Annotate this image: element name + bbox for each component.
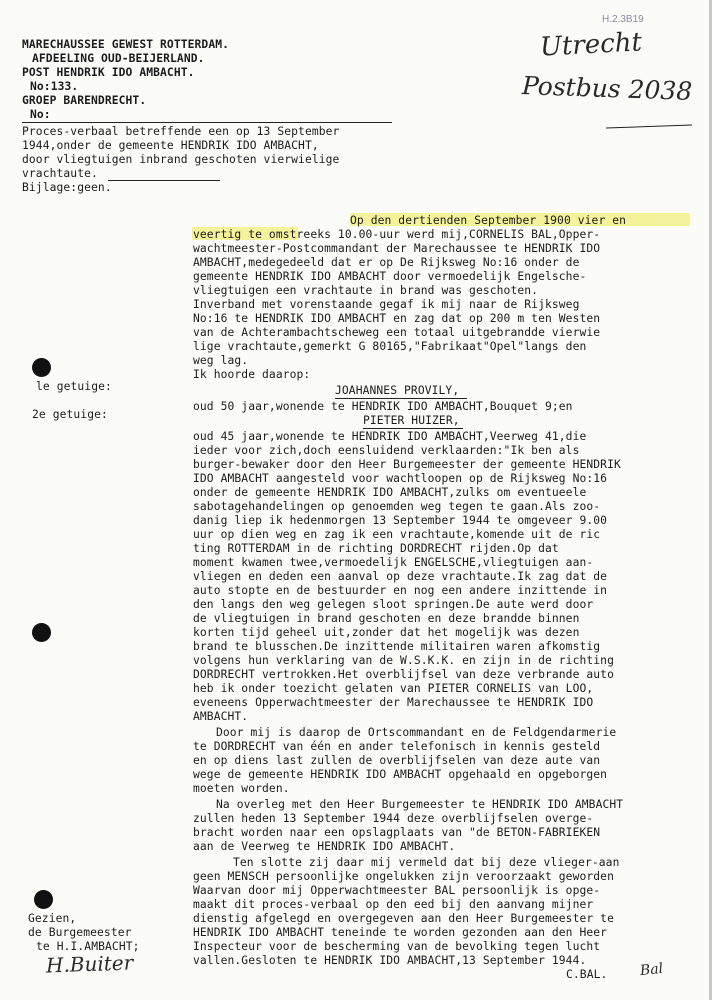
body-line: zullen heden 13 September 1944 deze overblijfselen overge-: [193, 812, 594, 825]
header-line-1: MARECHAUSSEE GEWEST ROTTERDAM.: [22, 38, 230, 51]
header-rule: [22, 122, 392, 123]
header-line-3: POST HENDRIK IDO AMBACHT.: [22, 66, 195, 79]
body-line: IDO AMBACHT aangesteld voor wachtloopen op de Rijksweg No:16: [193, 472, 608, 485]
body-line: moment kwamen twee,vermoedelijk ENGELSCHE,vliegtuigen aan-: [193, 556, 594, 569]
body-line: wachtmeester-Postcommandant der Marechaussee te HENDRIK IDO: [193, 242, 601, 255]
body-line: ieder voor zich,doch eensluidend verklaarden:"Ik ben als: [193, 444, 580, 457]
subject-line: door vliegtuigen inbrand geschoten vierwielige: [22, 153, 340, 166]
body-line: AMBACHT.: [193, 710, 249, 723]
body-line: auto stopte en de bestuurder en nog een andere inzittende in: [193, 584, 608, 597]
header-line-4: No:133.: [30, 80, 79, 93]
body-line: brand te blusschen.De inzittende militairen waren afkomstig: [193, 640, 601, 653]
body-line: vallen.Gesloten te HENDRIK IDO AMBACHT,13 September 1944.: [193, 954, 587, 967]
body-line: korten tijd geheel uit,zonder dat het mogelijk was dezen: [193, 626, 580, 639]
handwritten-underline: [606, 124, 692, 128]
punch-hole: [32, 623, 51, 642]
subject-line: 1944,onder de gemeente HENDRIK IDO AMBACHT,: [22, 139, 319, 152]
body-line: volgens hun verklaring van de W.S.K.K. en zijn in de richting: [193, 654, 614, 667]
body-line: Inverband met vorenstaande gegaf ik mij naar de Rijksweg: [193, 298, 580, 311]
body-line: gemeente HENDRIK IDO AMBACHT door vermoedelijk Engelsche-: [193, 270, 587, 283]
punch-hole: [32, 358, 51, 377]
body-line: sabotagehandelingen op genoemden weg tegen te gaan.Als zoo-: [193, 500, 601, 513]
body-line: veertig te omstreeks 10.00-uur werd mij,CORNELIS BAL,Opper-: [193, 228, 601, 241]
body-line: te DORDRECHT van één en ander telefonisch in kennis gesteld: [193, 740, 601, 753]
body-line: maakt dit proces-verbaal op den eed bij den aanvang mijner: [193, 898, 594, 911]
body-line: burger-bewaker door den Heer Burgemeester der gemeente HENDRIK: [193, 458, 621, 471]
seen-label: Gezien,: [28, 912, 77, 925]
body-line: Ik hoorde daarop:: [193, 368, 311, 381]
witness-1-label: le getuige:: [36, 380, 112, 393]
body-line: de vliegtuigen in brand geschoten en deze brandde binnen: [193, 612, 580, 625]
body-line: en op diens last zullen de overblijfselen van deze aute van: [193, 754, 601, 767]
witness-2-name: PIETER HUIZER,: [363, 414, 460, 427]
body-line: Ten slotte zij daar mij vermeld dat bij deze vlieger-aan: [233, 856, 620, 869]
officer-signature: Bal: [639, 960, 664, 980]
mayor-place-label: te H.I.AMBACHT;: [36, 940, 140, 953]
archive-stamp: H.2.3B19: [602, 14, 644, 25]
body-line: wege de gemeente HENDRIK IDO AMBACHT opgehaald en opgeborgen: [193, 768, 608, 781]
subject-line: Proces-verbaal betreffende een op 13 September: [22, 125, 340, 138]
body-line: dienstig afgelegd en overgegeven aan den Heer Burgemeester te: [193, 912, 614, 925]
punch-hole: [34, 890, 53, 909]
body-line: bracht worden naar een opslagplaats van "de BETON-FABRIEKEN: [193, 826, 601, 839]
body-line: danig liep ik hedenmorgen 13 September 1944 te omgeveer 9.00: [193, 514, 608, 527]
header-line-6: No:: [30, 108, 51, 121]
header-line-5: GROEP BARENDRECHT.: [22, 94, 147, 107]
body-line: weg lag.: [193, 354, 249, 367]
mayor-signature: H.Buiter: [45, 950, 134, 978]
body-line: geen MENSCH persoonlijke ongelukken zijn veroorzaakt geworden: [193, 870, 614, 883]
body-line: No:16 te HENDRIK IDO AMBACHT en zag dat op 200 m ten Westen: [193, 312, 601, 325]
body-line: ting ROTTERDAM in de richting DORDRECHT rijden.Op dat: [193, 542, 559, 555]
header-line-2: AFDEELING OUD-BEIJERLAND.: [32, 52, 205, 65]
body-line: moeten worden.: [193, 782, 290, 795]
body-line: oud 50 jaar,wonende te HENDRIK IDO AMBACHT,Bouquet 9;en: [193, 400, 573, 413]
handwritten-postbox: Postbus 2038: [521, 71, 693, 106]
body-line: den langs den weg gelegen sloot springen.De aute werd door: [193, 598, 594, 611]
attachment-line: Bijlage:geen.: [22, 181, 112, 194]
body-line: uur op dien weg en zag ik een vrachtaute,komende uit de ric: [193, 528, 601, 541]
body-line: lige vrachtaute,gemerkt G 80165,"Fabrikaat"Opel"langs den: [193, 340, 587, 353]
body-line: AMBACHT,medegedeeld dat er op De Rijksweg No:16 onder de: [193, 256, 580, 269]
body-line: onder de gemeente HENDRIK IDO AMBACHT,zulks om eventueele: [193, 486, 587, 499]
body-line: van de Achterambachtscheweg een totaal uitgebrandde vierwie: [193, 326, 601, 339]
subject-line: vrachtaute.: [22, 167, 98, 180]
mayor-label: de Burgemeester: [28, 926, 132, 939]
witness-1-name: JOAHANNES PROVILY,: [335, 384, 460, 397]
subject-rule: [108, 180, 220, 181]
body-line: HENDRIK IDO AMBACHT teneinde te worden gezonden aan den Heer: [193, 926, 608, 939]
body-line: DORDRECHT vertrokken.Het overblijfsel van deze verbrande auto: [193, 668, 614, 681]
body-line: vliegtuigen een vrachtaute in brand was geschoten.: [193, 284, 539, 297]
handwritten-place: Utrecht: [539, 27, 643, 63]
body-line: vliegen en deden een aanval op deze vrachtaute.Ik zag dat de: [193, 570, 608, 583]
body-line: eveneens Opperwachtmeester der Marechaussee te HENDRIK IDO: [193, 696, 594, 709]
body-line: Na overleg met den Heer Burgemeester te HENDRIK IDO AMBACHT: [216, 798, 624, 811]
body-line: Inspecteur voor de bescherming van de bevolking tegen lucht: [193, 940, 601, 953]
body-line: oud 45 jaar,wonende te HENDRIK IDO AMBACHT,Veerweg 41,die: [193, 430, 587, 443]
body-line: heb ik onder toezicht gelaten van PIETER CORNELIS van LOO,: [193, 682, 594, 695]
body-line: Op den dertienden September 1900 vier en: [350, 214, 627, 227]
body-line: Door mij is daarop de Ortscommandant en de Feldgendarmerie: [216, 726, 617, 739]
witness-2-label: 2e getuige:: [32, 408, 108, 421]
body-line: aan de Veerweg te HENDRIK IDO AMBACHT.: [193, 840, 456, 853]
typed-signature: C.BAL.: [566, 968, 608, 981]
body-line: Waarvan door mij Opperwachtmeester BAL persoonlijk is opge-: [193, 884, 601, 897]
